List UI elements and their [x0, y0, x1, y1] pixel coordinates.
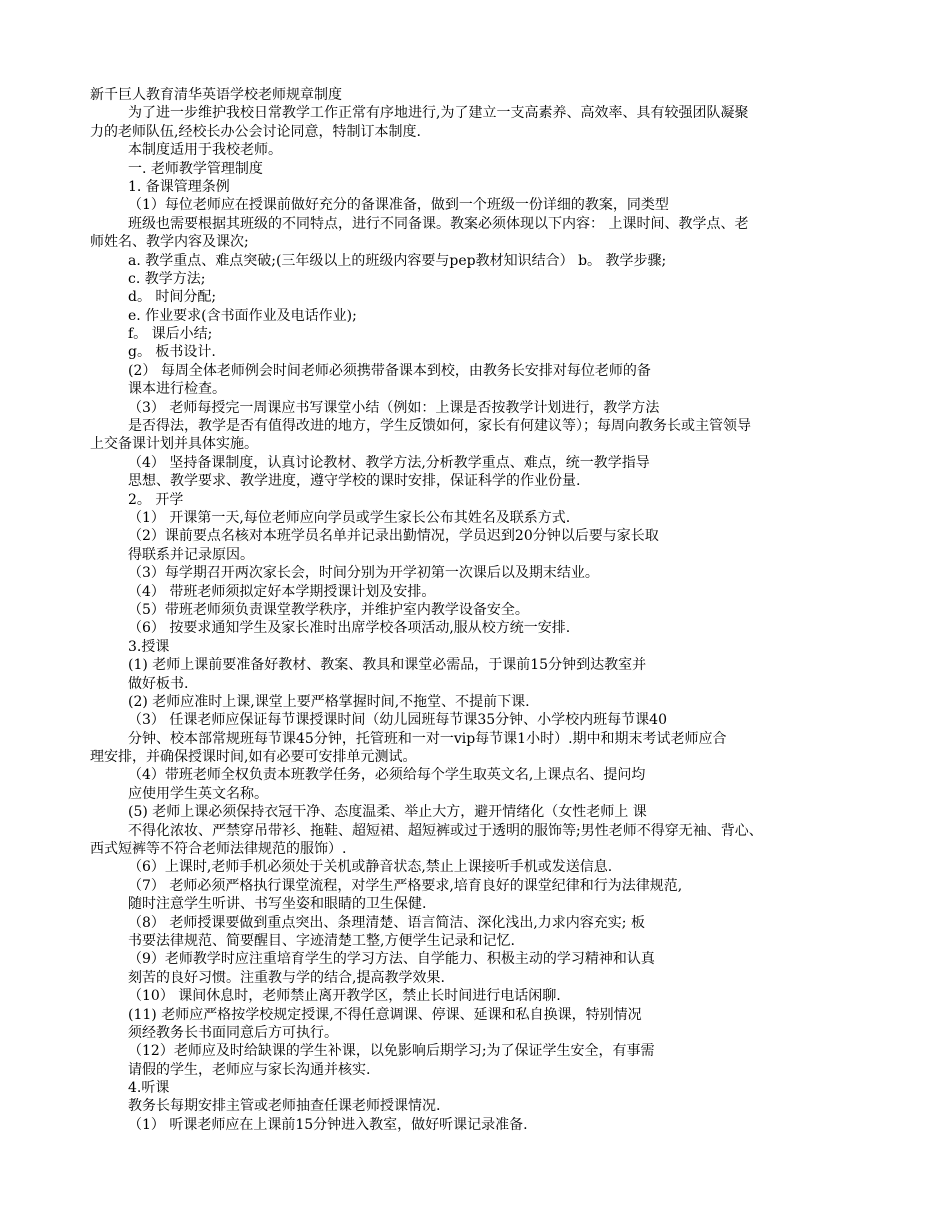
document-line: 书要法律规范、简要醒目、字迹清楚工整,方便学生记录和记忆. — [128, 932, 515, 949]
document-title: 新千巨人教育清华英语学校老师规章制度 — [90, 87, 342, 103]
document-line: (5) 老师上课必须保持衣冠干净、态度温柔、举止大方，避开情绪化（女性老师上 课 — [128, 804, 647, 821]
document-line: 为了进一步维护我校日常教学工作正常有序地进行,为了建立一支高素养、高效率、具有较强团队凝聚 — [128, 105, 749, 122]
document-line: 4.听课 — [128, 1080, 170, 1097]
document-line: 力的老师队伍,经校长办公会讨论同意，特制订本制度. — [90, 123, 421, 140]
document-line: 师姓名、教学内容及课次; — [90, 234, 249, 251]
document-line: 教务长每期安排主管或老师抽查任课老师授课情况. — [128, 1098, 441, 1115]
document-line: 本制度适用于我校老师。 — [128, 142, 282, 159]
document-line: （12）老师应及时给缺课的学生补课，以免影响后期学习;为了保证学生安全，有事需 — [128, 1043, 655, 1060]
document-line: (2) 老师应准时上课,课堂上要严格掌握时间,不拖堂、不提前下课. — [128, 693, 530, 710]
document-line: e. 作业要求(含书面作业及电话作业); — [128, 307, 357, 324]
document-line: （3） 老师每授完一周课应书写课堂小结（例如：上课是否按教学计划进行，教学方法 — [128, 399, 660, 416]
document-line: 班级也需要根据其班级的不同特点，进行不同备课。教案必须体现以下内容： 上课时间、教学点、老 — [128, 215, 749, 232]
document-line: （4） 坚持备课制度，认真讨论教材、教学方法,分析教学重点、难点，统一教学指导 — [128, 454, 650, 471]
document-line: （4）带班老师全权负责本班教学任务，必须给每个学生取英文名,上课点名、提问均 — [128, 767, 646, 784]
document-line: a. 教学重点、难点突破;(三年级以上的班级内容要与pep教材知识结合） b。 教学步骤; — [128, 252, 667, 269]
document-line: f。 课后小结; — [128, 326, 213, 343]
document-line: （10） 课间休息时，老师禁止离开教学区，禁止长时间进行电话闲聊. — [128, 988, 561, 1005]
document-line: (1) 老师上课前要准备好教材、教案、教具和课堂必需品，于课前15分钟到达教室并 — [128, 657, 647, 674]
document-line: （1） 开课第一天,每位老师应向学员或学生家长公布其姓名及联系方式. — [128, 509, 571, 526]
document-line: 上交备课计划并具体实施。 — [90, 436, 258, 453]
document-line: d。 时间分配; — [128, 289, 217, 306]
document-line: （1） 听课老师应在上课前15分钟进入教室，做好听课记录准备. — [128, 1116, 528, 1133]
document-line: （7） 老师必须严格执行课堂流程，对学生严格要求,培育良好的课堂纪律和行为法律规范, — [128, 877, 683, 894]
document-line: 2。 开学 — [128, 491, 184, 508]
document-line: 应使用学生英文名称。 — [128, 785, 268, 802]
document-line: 课本进行检查。 — [128, 381, 226, 398]
document-line: （3）每学期召开两次家长会，时间分别为开学初第一次课后以及期末结业。 — [128, 565, 599, 582]
document-line: 刻苦的良好习惯。注重教与学的结合,提高教学效果. — [128, 969, 445, 986]
document-line: （3） 任课老师应保证每节课授课时间（幼儿园班每节课35分钟、小学校内班每节课40 — [128, 712, 667, 729]
document-line: （6）上课时,老师手机必须处于关机或静音状态,禁止上课接听手机或发送信息. — [128, 859, 613, 876]
document-line: （4） 带班老师须拟定好本学期授课计划及安排。 — [128, 583, 436, 600]
document-line: （9）老师教学时应注重培育学生的学习方法、自学能力、积极主动的学习精神和认真 — [128, 951, 655, 968]
document-line: g。 板书设计. — [128, 344, 216, 361]
document-line: 是否得法，教学是否有值得改进的地方，学生反馈如何，家长有何建议等）；每周向教务长或主管领导 — [128, 418, 751, 435]
document-line: c. 教学方法; — [128, 270, 206, 287]
document-line: 一. 老师教学管理制度 — [128, 160, 263, 177]
document-body — [0, 86, 950, 1134]
document-line: 分钟、校本部常规班每节课45分钟，托管班和一对一vip每节课1小时）.期中和期末考试老师应合 — [128, 730, 727, 747]
document-line: 1. 备课管理条例 — [128, 178, 230, 195]
document-line: 随时注意学生听讲、书写坐姿和眼睛的卫生保健. — [128, 896, 427, 913]
document-line: 理安排，并确保授课时间,如有必要可安排单元测试。 — [90, 749, 417, 766]
document-line: （1）每位老师应在授课前做好充分的备课准备，做到一个班级一份详细的教案，同类型 — [128, 197, 669, 214]
document-line: 得联系并记录原因。 — [128, 546, 254, 563]
document-line: 思想、教学要求、教学进度，遵守学校的课时安排，保证科学的作业份量. — [128, 473, 581, 490]
document-line: 请假的学生，老师应与家长沟通并核实. — [128, 1061, 371, 1078]
document-line: 3.授课 — [128, 638, 170, 655]
document-line: 不得化浓妆、严禁穿吊带衫、拖鞋、超短裙、超短裤或过于透明的服饰等;男性老师不得穿无袖、背心、 — [128, 822, 763, 839]
document-line: （2）课前要点名核对本班学员名单并记录出勤情况，学员迟到20分钟以后要与家长取 — [128, 528, 659, 545]
document-line: （5）带班老师须负责课堂教学秩序，并维护室内教学设备安全。 — [128, 601, 529, 618]
document-line: （8） 老师授课要做到重点突出、条理清楚、语言简洁、深化浅出,力求内容充实; 板 — [128, 914, 645, 931]
document-line: (2） 每周全体老师例会时间老师必须携带备课本到校，由教务长安排对每位老师的备 — [128, 362, 651, 379]
document-line: 须经教务长书面同意后方可执行。 — [128, 1024, 338, 1041]
document-line: 做好板书. — [128, 675, 189, 692]
document-line: (11) 老师应严格按学校规定授课,不得任意调课、停课、延课和私自换课，特别情况 — [128, 1006, 642, 1023]
document-line: 西式短裤等不符合老师法律规范的服饰）. — [90, 841, 347, 858]
document-line: （6） 按要求通知学生及家长准时出席学校各项活动,服从校方统一安排. — [128, 620, 571, 637]
